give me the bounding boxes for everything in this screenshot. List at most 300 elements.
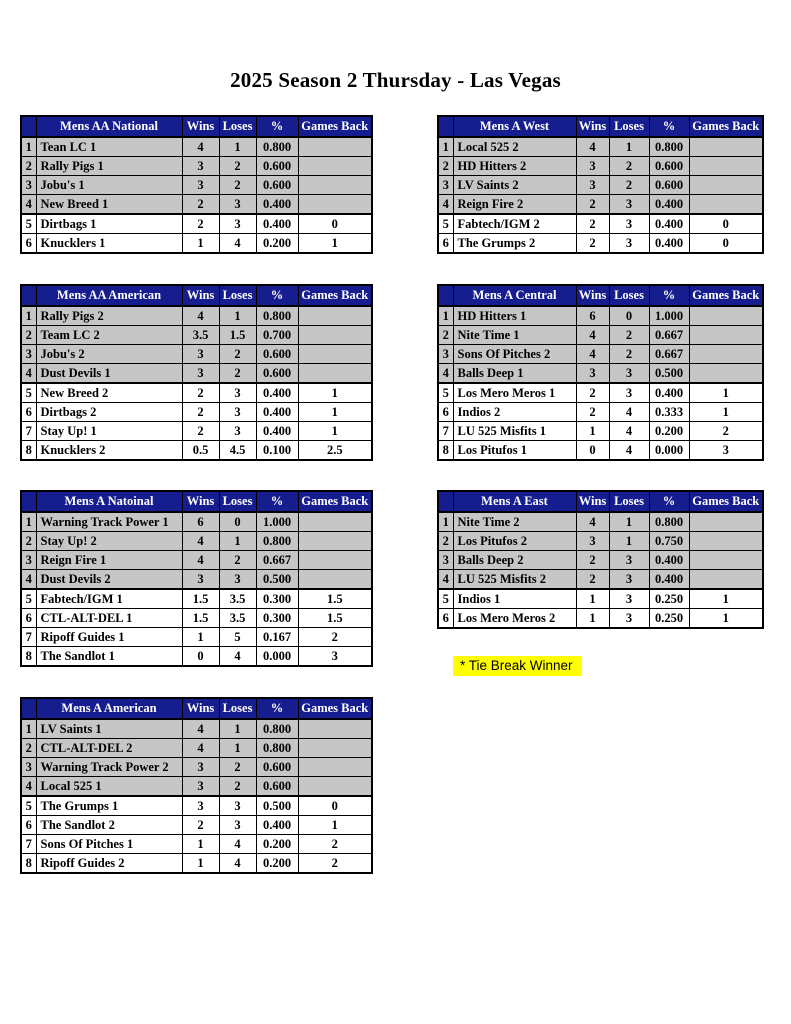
games-back-cell xyxy=(298,570,372,590)
wins-cell: 3 xyxy=(182,758,219,777)
wins-cell: 2 xyxy=(182,422,219,441)
loses-cell: 3 xyxy=(609,609,649,629)
rank-cell: 7 xyxy=(21,835,36,854)
pct-cell: 0.800 xyxy=(256,306,298,326)
rank-cell: 3 xyxy=(21,758,36,777)
table-row xyxy=(21,609,372,628)
rank-cell: 5 xyxy=(438,383,453,403)
wins-cell: 4 xyxy=(576,512,609,532)
table-row xyxy=(438,589,763,609)
table-row xyxy=(21,364,372,384)
team-cell: Dirtbags 1 xyxy=(36,214,182,234)
table-row xyxy=(438,214,763,234)
rank-cell: 5 xyxy=(438,589,453,609)
loses-column-header: Loses xyxy=(219,491,256,512)
games-back-cell: 3 xyxy=(298,647,372,667)
team-cell: Stay Up! 2 xyxy=(36,532,182,551)
table-row xyxy=(438,441,763,461)
pct-cell: 0.400 xyxy=(649,234,689,254)
loses-cell: 1 xyxy=(609,512,649,532)
wins-cell: 6 xyxy=(576,306,609,326)
rank-cell: 3 xyxy=(438,551,453,570)
table-row xyxy=(438,422,763,441)
wins-cell: 0.5 xyxy=(182,441,219,461)
rank-cell: 4 xyxy=(438,364,453,384)
division-title: Mens A East xyxy=(453,491,576,512)
rank-cell: 8 xyxy=(21,647,36,667)
games-back-cell xyxy=(689,512,763,532)
pct-cell: 0.300 xyxy=(256,609,298,628)
games-back-cell xyxy=(298,364,372,384)
games-back-cell: 0 xyxy=(298,214,372,234)
wins-cell: 1.5 xyxy=(182,609,219,628)
games-back-cell xyxy=(298,157,372,176)
wins-cell: 3.5 xyxy=(182,326,219,345)
wins-cell: 1 xyxy=(182,628,219,647)
wins-cell: 2 xyxy=(576,214,609,234)
games-back-cell: 1 xyxy=(689,609,763,629)
games-back-column-header: Games Back xyxy=(298,491,372,512)
rank-cell: 6 xyxy=(21,234,36,254)
table-row xyxy=(438,157,763,176)
rank-cell: 1 xyxy=(21,137,36,157)
games-back-cell: 1 xyxy=(689,589,763,609)
wins-cell: 2 xyxy=(182,816,219,835)
games-back-cell: 3 xyxy=(689,441,763,461)
team-cell: Warning Track Power 1 xyxy=(36,512,182,532)
loses-cell: 3 xyxy=(219,195,256,215)
table-row xyxy=(21,195,372,215)
loses-cell: 3 xyxy=(609,234,649,254)
games-back-cell: 2 xyxy=(298,628,372,647)
team-cell: Jobu's 2 xyxy=(36,345,182,364)
team-cell: Los Pitufos 2 xyxy=(453,532,576,551)
wins-cell: 2 xyxy=(576,570,609,590)
pct-cell: 0.600 xyxy=(256,345,298,364)
pct-cell: 0.200 xyxy=(649,422,689,441)
rank-cell: 3 xyxy=(438,345,453,364)
table-row xyxy=(21,796,372,816)
table-row xyxy=(21,835,372,854)
games-back-cell: 1.5 xyxy=(298,589,372,609)
wins-cell: 4 xyxy=(182,551,219,570)
table-row xyxy=(21,137,372,157)
loses-cell: 4 xyxy=(609,441,649,461)
games-back-cell: 1.5 xyxy=(298,609,372,628)
pct-cell: 0.400 xyxy=(649,214,689,234)
wins-cell: 2 xyxy=(576,234,609,254)
rank-cell: 6 xyxy=(438,403,453,422)
pct-cell: 0.800 xyxy=(256,719,298,739)
wins-cell: 1 xyxy=(182,835,219,854)
pct-cell: 0.400 xyxy=(256,816,298,835)
rank-cell: 1 xyxy=(438,306,453,326)
wins-column-header: Wins xyxy=(182,285,219,306)
wins-cell: 2 xyxy=(182,195,219,215)
table-row xyxy=(21,512,372,532)
rank-cell: 7 xyxy=(21,422,36,441)
rank-cell: 1 xyxy=(21,512,36,532)
team-cell: Stay Up! 1 xyxy=(36,422,182,441)
pct-cell: 0.750 xyxy=(649,532,689,551)
table-row xyxy=(438,234,763,254)
pct-cell: 0.667 xyxy=(649,345,689,364)
rank-cell: 4 xyxy=(438,195,453,215)
pct-cell: 0.400 xyxy=(256,403,298,422)
wins-cell: 3 xyxy=(182,777,219,797)
games-back-cell: 0 xyxy=(689,214,763,234)
wins-cell: 1.5 xyxy=(182,589,219,609)
wins-column-header: Wins xyxy=(576,116,609,137)
team-cell: Knucklers 1 xyxy=(36,234,182,254)
rank-cell: 3 xyxy=(21,551,36,570)
team-cell: The Sandlot 2 xyxy=(36,816,182,835)
wins-column-header: Wins xyxy=(182,698,219,719)
pct-cell: 0.400 xyxy=(649,383,689,403)
wins-column-header: Wins xyxy=(182,491,219,512)
pct-cell: 0.300 xyxy=(256,589,298,609)
table-row xyxy=(21,570,372,590)
pct-column-header: % xyxy=(649,116,689,137)
pct-cell: 0.250 xyxy=(649,609,689,629)
games-back-cell xyxy=(298,306,372,326)
wins-cell: 2 xyxy=(182,403,219,422)
pct-cell: 0.500 xyxy=(256,570,298,590)
loses-cell: 3 xyxy=(609,214,649,234)
wins-column-header: Wins xyxy=(576,285,609,306)
pct-column-header: % xyxy=(256,116,298,137)
corner-cell xyxy=(21,116,36,137)
games-back-cell: 0 xyxy=(689,234,763,254)
table-row xyxy=(21,647,372,667)
pct-cell: 0.200 xyxy=(256,854,298,874)
loses-cell: 2 xyxy=(219,176,256,195)
rank-cell: 2 xyxy=(438,326,453,345)
rank-cell: 7 xyxy=(21,628,36,647)
pct-column-header: % xyxy=(256,698,298,719)
table-row xyxy=(438,570,763,590)
team-cell: New Breed 2 xyxy=(36,383,182,403)
pct-cell: 0.600 xyxy=(256,364,298,384)
team-cell: LU 525 Misfits 1 xyxy=(453,422,576,441)
loses-cell: 4 xyxy=(609,422,649,441)
table-row xyxy=(438,551,763,570)
loses-cell: 3 xyxy=(219,383,256,403)
games-back-cell: 1 xyxy=(298,422,372,441)
pct-cell: 0.400 xyxy=(256,383,298,403)
games-back-cell xyxy=(689,570,763,590)
rank-cell: 2 xyxy=(438,157,453,176)
loses-cell: 2 xyxy=(219,758,256,777)
table-row xyxy=(438,176,763,195)
loses-cell: 1 xyxy=(219,719,256,739)
standings-table-mens-a-central xyxy=(437,284,764,461)
pct-cell: 0.000 xyxy=(649,441,689,461)
table-row xyxy=(21,628,372,647)
loses-cell: 0 xyxy=(219,512,256,532)
loses-cell: 3.5 xyxy=(219,609,256,628)
pct-cell: 0.600 xyxy=(256,758,298,777)
games-back-cell: 1 xyxy=(689,383,763,403)
loses-column-header: Loses xyxy=(609,491,649,512)
pct-cell: 0.500 xyxy=(256,796,298,816)
rank-cell: 5 xyxy=(21,589,36,609)
games-back-cell xyxy=(689,364,763,384)
table-row xyxy=(438,326,763,345)
pct-cell: 1.000 xyxy=(256,512,298,532)
loses-cell: 2 xyxy=(219,777,256,797)
pct-cell: 1.000 xyxy=(649,306,689,326)
loses-cell: 4 xyxy=(219,234,256,254)
games-back-cell: 1 xyxy=(298,403,372,422)
pct-column-header: % xyxy=(256,285,298,306)
table-row xyxy=(21,532,372,551)
games-back-cell xyxy=(298,551,372,570)
header-row xyxy=(21,698,372,719)
games-back-cell xyxy=(689,551,763,570)
team-cell: Indios 1 xyxy=(453,589,576,609)
table-row xyxy=(21,326,372,345)
rank-cell: 8 xyxy=(438,441,453,461)
team-cell: Warning Track Power 2 xyxy=(36,758,182,777)
rank-cell: 6 xyxy=(438,234,453,254)
table-row xyxy=(21,758,372,777)
table-row xyxy=(21,816,372,835)
loses-cell: 2 xyxy=(219,157,256,176)
rank-cell: 1 xyxy=(438,137,453,157)
wins-cell: 2 xyxy=(576,403,609,422)
loses-cell: 3 xyxy=(609,364,649,384)
team-cell: The Grumps 1 xyxy=(36,796,182,816)
wins-cell: 1 xyxy=(182,234,219,254)
corner-cell xyxy=(21,285,36,306)
rank-cell: 6 xyxy=(21,609,36,628)
header-row xyxy=(438,116,763,137)
pct-cell: 0.100 xyxy=(256,441,298,461)
pct-cell: 0.400 xyxy=(256,195,298,215)
rank-cell: 1 xyxy=(21,719,36,739)
loses-cell: 2 xyxy=(609,345,649,364)
rank-cell: 2 xyxy=(21,739,36,758)
games-back-cell xyxy=(298,512,372,532)
games-back-cell xyxy=(298,532,372,551)
table-row xyxy=(21,589,372,609)
games-back-column-header: Games Back xyxy=(689,116,763,137)
standings-table-mens-a-natoinal xyxy=(20,490,373,667)
team-cell: The Sandlot 1 xyxy=(36,647,182,667)
rank-cell: 3 xyxy=(21,345,36,364)
games-back-cell xyxy=(298,758,372,777)
pct-cell: 0.600 xyxy=(256,176,298,195)
wins-cell: 3 xyxy=(182,796,219,816)
team-cell: LV Saints 2 xyxy=(453,176,576,195)
wins-cell: 3 xyxy=(182,345,219,364)
pct-cell: 0.700 xyxy=(256,326,298,345)
table-row xyxy=(438,403,763,422)
standings-table-mens-a-east xyxy=(437,490,764,629)
standings-table-mens-a-west xyxy=(437,115,764,254)
wins-cell: 4 xyxy=(182,719,219,739)
table-row xyxy=(21,176,372,195)
games-back-cell: 2 xyxy=(298,835,372,854)
team-cell: Ripoff Guides 1 xyxy=(36,628,182,647)
wins-cell: 3 xyxy=(182,364,219,384)
rank-cell: 2 xyxy=(21,532,36,551)
wins-cell: 4 xyxy=(576,326,609,345)
team-cell: LV Saints 1 xyxy=(36,719,182,739)
games-back-cell: 2.5 xyxy=(298,441,372,461)
corner-cell xyxy=(438,491,453,512)
rank-cell: 5 xyxy=(21,796,36,816)
pct-cell: 0.250 xyxy=(649,589,689,609)
table-row xyxy=(438,364,763,384)
games-back-column-header: Games Back xyxy=(298,698,372,719)
games-back-cell: 0 xyxy=(298,796,372,816)
loses-cell: 3 xyxy=(609,589,649,609)
loses-cell: 3 xyxy=(219,422,256,441)
wins-cell: 3 xyxy=(182,570,219,590)
rank-cell: 8 xyxy=(21,854,36,874)
games-back-cell xyxy=(689,137,763,157)
wins-cell: 1 xyxy=(182,854,219,874)
table-row xyxy=(438,345,763,364)
games-back-cell: 1 xyxy=(298,234,372,254)
loses-cell: 3.5 xyxy=(219,589,256,609)
rank-cell: 2 xyxy=(21,326,36,345)
loses-cell: 0 xyxy=(609,306,649,326)
wins-cell: 2 xyxy=(576,383,609,403)
pct-cell: 0.400 xyxy=(256,422,298,441)
wins-cell: 3 xyxy=(576,176,609,195)
wins-cell: 4 xyxy=(182,137,219,157)
corner-cell xyxy=(21,491,36,512)
games-back-cell: 2 xyxy=(298,854,372,874)
team-cell: Sons Of Pitches 1 xyxy=(36,835,182,854)
division-title: Mens A Central xyxy=(453,285,576,306)
corner-cell xyxy=(438,116,453,137)
rank-cell: 3 xyxy=(21,176,36,195)
pct-cell: 0.800 xyxy=(256,739,298,758)
wins-cell: 3 xyxy=(576,532,609,551)
games-back-cell xyxy=(298,739,372,758)
table-row xyxy=(21,157,372,176)
loses-cell: 3 xyxy=(219,403,256,422)
standings-table-mens-aa-american xyxy=(20,284,373,461)
team-cell: HD Hitters 2 xyxy=(453,157,576,176)
pct-cell: 0.400 xyxy=(256,214,298,234)
team-cell: Ripoff Guides 2 xyxy=(36,854,182,874)
rank-cell: 5 xyxy=(438,214,453,234)
loses-cell: 3 xyxy=(219,816,256,835)
wins-cell: 4 xyxy=(576,137,609,157)
table-row xyxy=(21,719,372,739)
games-back-column-header: Games Back xyxy=(298,285,372,306)
header-row xyxy=(438,491,763,512)
games-back-column-header: Games Back xyxy=(298,116,372,137)
pct-cell: 0.400 xyxy=(649,551,689,570)
loses-cell: 2 xyxy=(609,176,649,195)
games-back-cell xyxy=(689,326,763,345)
team-cell: Fabtech/IGM 2 xyxy=(453,214,576,234)
team-cell: Team LC 2 xyxy=(36,326,182,345)
rank-cell: 2 xyxy=(438,532,453,551)
games-back-column-header: Games Back xyxy=(689,285,763,306)
team-cell: Nite Time 2 xyxy=(453,512,576,532)
loses-cell: 1 xyxy=(219,306,256,326)
header-row xyxy=(21,116,372,137)
games-back-cell xyxy=(689,532,763,551)
pct-cell: 0.600 xyxy=(256,777,298,797)
rank-cell: 5 xyxy=(21,383,36,403)
team-cell: Local 525 2 xyxy=(453,137,576,157)
rank-cell: 6 xyxy=(438,609,453,629)
team-cell: New Breed 1 xyxy=(36,195,182,215)
wins-cell: 6 xyxy=(182,512,219,532)
loses-cell: 2 xyxy=(219,364,256,384)
team-cell: Balls Deep 1 xyxy=(453,364,576,384)
pct-cell: 0.600 xyxy=(649,157,689,176)
wins-cell: 3 xyxy=(576,157,609,176)
division-title: Mens A West xyxy=(453,116,576,137)
games-back-cell xyxy=(298,345,372,364)
rank-cell: 6 xyxy=(21,403,36,422)
games-back-cell xyxy=(689,195,763,215)
games-back-cell: 1 xyxy=(689,403,763,422)
games-back-cell xyxy=(298,195,372,215)
table-row xyxy=(21,777,372,797)
table-row xyxy=(21,234,372,254)
pct-cell: 0.800 xyxy=(649,137,689,157)
loses-column-header: Loses xyxy=(219,285,256,306)
loses-column-header: Loses xyxy=(609,285,649,306)
loses-cell: 3 xyxy=(609,383,649,403)
team-cell: Knucklers 2 xyxy=(36,441,182,461)
loses-cell: 1 xyxy=(609,532,649,551)
header-row xyxy=(21,491,372,512)
wins-cell: 2 xyxy=(576,551,609,570)
rank-cell: 1 xyxy=(438,512,453,532)
table-row xyxy=(21,441,372,461)
standings-table-mens-aa-national xyxy=(20,115,373,254)
table-row xyxy=(438,532,763,551)
wins-cell: 3 xyxy=(576,364,609,384)
pct-cell: 0.400 xyxy=(649,570,689,590)
games-back-cell xyxy=(689,345,763,364)
table-row xyxy=(21,214,372,234)
pct-column-header: % xyxy=(649,491,689,512)
corner-cell xyxy=(438,285,453,306)
header-row xyxy=(438,285,763,306)
pct-cell: 0.200 xyxy=(256,234,298,254)
tiebreak-note: * Tie Break Winner xyxy=(453,656,582,676)
pct-cell: 0.667 xyxy=(649,326,689,345)
table-row xyxy=(438,137,763,157)
loses-column-header: Loses xyxy=(219,698,256,719)
wins-cell: 2 xyxy=(182,214,219,234)
wins-cell: 4 xyxy=(182,739,219,758)
wins-cell: 4 xyxy=(576,345,609,364)
loses-cell: 3 xyxy=(609,551,649,570)
team-cell: Los Mero Meros 2 xyxy=(453,609,576,629)
loses-cell: 4.5 xyxy=(219,441,256,461)
team-cell: Los Mero Meros 1 xyxy=(453,383,576,403)
pct-cell: 0.667 xyxy=(256,551,298,570)
team-cell: Rally Pigs 1 xyxy=(36,157,182,176)
table-row xyxy=(21,551,372,570)
games-back-cell xyxy=(298,137,372,157)
team-cell: Reign Fire 2 xyxy=(453,195,576,215)
loses-cell: 1 xyxy=(219,532,256,551)
